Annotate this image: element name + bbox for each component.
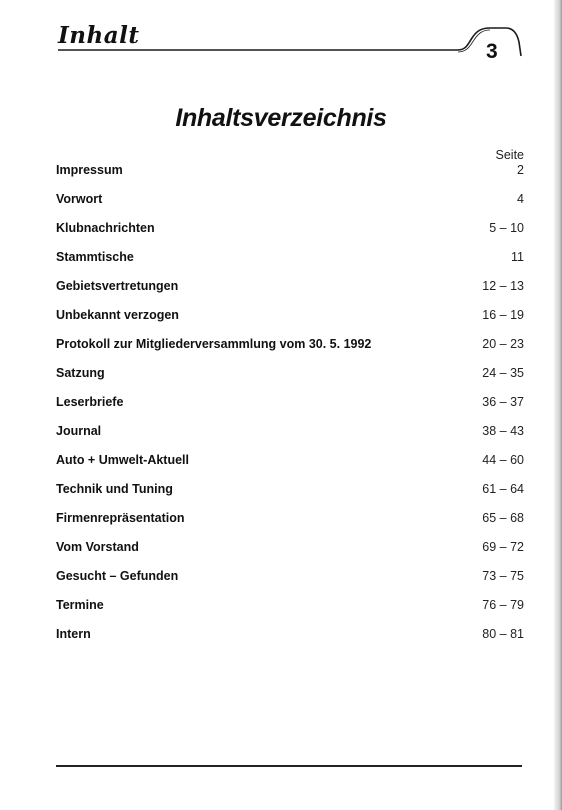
toc-entry-pages: 76 – 79: [482, 598, 524, 612]
footer-rule: [56, 765, 522, 767]
toc-row: [56, 192, 524, 210]
toc-row: [56, 250, 524, 268]
toc-entry-title: Gesucht – Gefunden: [56, 569, 179, 583]
toc-entry-pages: 12 – 13: [482, 279, 524, 293]
toc-entry-title: Vorwort: [56, 192, 103, 206]
toc-entry-title: Satzung: [56, 366, 105, 380]
toc-entry-pages: 44 – 60: [482, 453, 524, 467]
toc-row: [56, 424, 524, 442]
toc-row: [56, 482, 524, 500]
toc-row: [56, 540, 524, 558]
toc-entry-pages: 16 – 19: [482, 308, 524, 322]
toc-row: [56, 366, 524, 384]
toc-entry-title: Technik und Tuning: [56, 482, 173, 496]
toc-entry-pages: 80 – 81: [482, 627, 524, 641]
page-title: Inhaltsverzeichnis: [175, 104, 387, 132]
toc-entry-pages: 20 – 23: [482, 337, 524, 351]
toc-row: [56, 279, 524, 297]
page-number: 3: [486, 40, 498, 63]
toc-entry-title: Stammtische: [56, 250, 134, 264]
toc-row: [56, 511, 524, 529]
toc-entry-pages: 61 – 64: [482, 482, 524, 496]
toc-row: [56, 308, 524, 326]
toc-entry-title: Vom Vorstand: [56, 540, 139, 554]
toc-row: [56, 221, 524, 239]
toc-entry-pages: 38 – 43: [482, 424, 524, 438]
toc-row: [56, 598, 524, 616]
toc-entry-pages: 5 – 10: [489, 221, 524, 235]
toc-entry-pages: 24 – 35: [482, 366, 524, 380]
column-label-seite: Seite: [495, 148, 524, 162]
toc-entry-pages: 69 – 72: [482, 540, 524, 554]
toc-entry-title: Firmenrepräsentation: [56, 511, 185, 525]
toc-entry-pages: 36 – 37: [482, 395, 524, 409]
toc-row: [56, 163, 524, 181]
toc-entry-title: Auto + Umwelt-Aktuell: [56, 453, 189, 467]
toc-row: [56, 453, 524, 471]
toc-entry-title: Termine: [56, 598, 104, 612]
toc-entry-title: Protokoll zur Mitgliederversammlung vom 30. 5. 1992: [56, 337, 372, 351]
toc-entry-title: Journal: [56, 424, 102, 438]
toc-entry-pages: 4: [517, 192, 524, 206]
toc-entry-title: Gebietsvertretungen: [56, 279, 179, 293]
toc-entry-title: Unbekannt verzogen: [56, 308, 179, 322]
toc-entry-pages: 73 – 75: [482, 569, 524, 583]
toc-entry-pages: 2: [517, 163, 524, 177]
page-header: [0, 0, 562, 80]
toc-entry-pages: 65 – 68: [482, 511, 524, 525]
toc-row: [56, 627, 524, 645]
toc-row: [56, 395, 524, 413]
toc-entry-title: Leserbriefe: [56, 395, 124, 409]
toc-entry-pages: 11: [511, 250, 524, 264]
toc-entry-title: Klubnachrichten: [56, 221, 155, 235]
toc-row: [56, 569, 524, 587]
toc-row: [56, 337, 524, 355]
toc-entry-title: Impressum: [56, 163, 123, 177]
toc-entry-title: Intern: [56, 627, 91, 641]
section-label: Inhalt: [58, 22, 140, 49]
